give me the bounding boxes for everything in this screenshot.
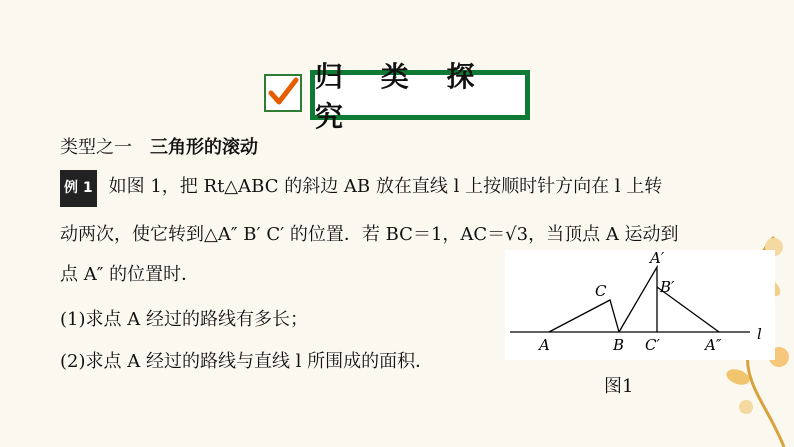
label-c1: C′: [645, 336, 660, 354]
example-line-2: 动两次，使它转到△A″ B′ C′ 的位置．若 BC＝1，AC＝√3，当顶点 A 运动到: [60, 224, 679, 245]
example-line-1: [60, 170, 662, 207]
type-topic: 三角形的滚动: [150, 137, 258, 158]
label-a1: A′: [650, 250, 665, 267]
label-l: l: [757, 325, 762, 343]
type-prefix: 类型之一: [60, 137, 132, 158]
label-b: B: [613, 336, 625, 354]
checkmark-icon: [264, 74, 302, 112]
label-b1: B′: [660, 278, 675, 296]
figure-1: [505, 250, 775, 360]
example-line-3: 点 A″ 的位置时．: [60, 264, 200, 285]
section-banner: [258, 60, 530, 133]
type-subtitle: [60, 133, 258, 159]
example-badge: 例 1: [60, 170, 97, 207]
section-title: 归 类 探 究: [315, 75, 525, 115]
section-title-box: [310, 60, 530, 133]
label-a2: A″: [705, 336, 722, 354]
figure-caption: 图1: [604, 376, 634, 397]
question-2: (2)求点 A 经过的路线与直线 l 所围成的面积．: [60, 351, 434, 372]
triangle-a1b1c1: [619, 267, 657, 332]
label-c: C: [595, 282, 607, 300]
triangle-abc: [549, 300, 619, 332]
label-a: A: [539, 336, 550, 354]
question-1: (1)求点 A 经过的路线有多长；: [60, 309, 308, 330]
example-text-1: 如图 1，把 Rt△ABC 的斜边 AB 放在直线 l 上按顺时针方向在 l 上转: [108, 176, 663, 197]
